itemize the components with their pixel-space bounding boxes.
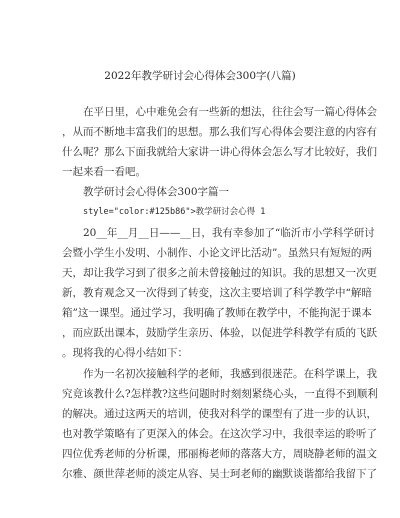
paragraph-line: 新，教育观念又一次得到了转变，这次主要培训了科学教学中“解暗 (62, 287, 372, 299)
style-artifact-line: style="color:#125b86">教学研讨会心得 1 (83, 207, 266, 217)
paragraph-line: 四位优秀老师的分析课，邢丽梅老师的落落大方，周晓静老师的温文 (62, 448, 377, 460)
paragraph-line: 天，却让我学习到了很多之前未曾接触过的知识。我的思想又一次更 (62, 267, 377, 279)
paragraph-line: 什么呢？那么下面我就给大家讲一讲心得体会怎么写才比较好，我们 (62, 146, 377, 158)
paragraph-line: ，从而不断地丰富我们的思想。那么我们写心得体会要注意的内容有 (62, 126, 377, 138)
paragraph-line: 的解决。通过这两天的培训，使我对科学的课型有了进一步的认识， (62, 408, 377, 420)
paragraph-line: 。现将我的心得小结如下： (62, 347, 188, 359)
paragraph-line: 究竟该教什么?怎样教?这些问题时时刻刻紧绕心头，一直得不到顺利 (62, 388, 378, 400)
paragraph-line: 尔雅、颜世萍老师的淡定从容、吴士珂老师的幽默谈谐都给我留下了 (62, 468, 377, 480)
section-heading: 教学研讨会心得体会300字篇一 (83, 186, 230, 198)
paragraph-line: 作为一名初次接触科学的老师，我感到很迷茫。在科学课上，我 (83, 368, 377, 380)
paragraph-line: 也对教学策略有了更深入的体会。在这次学习中，我很幸运的聆听了 (62, 428, 377, 440)
paragraph-line: 20__年__月__日——__日，我有幸参加了“临沂市小学科学研讨 (83, 227, 375, 239)
document-title: 2022年教学研讨会心得体会300字(八篇) (104, 70, 296, 82)
paragraph-line: 箱”这一课型。通过学习，我明确了教师在教学中，不能拘泥于课本 (62, 307, 372, 319)
paragraph-line: ，而应跃出课本，鼓励学生亲历、体验，以促进学科教学有质的飞跃 (62, 327, 377, 339)
paragraph-line: 一起来看一看吧。 (62, 166, 146, 178)
paragraph-line: 会暨小学生小发明、小制作、小论文评比活动”。虽然只有短短的两 (62, 247, 372, 259)
paragraph-line: 在平日里，心中难免会有一些新的想法，往往会写一篇心得体会 (83, 106, 377, 118)
